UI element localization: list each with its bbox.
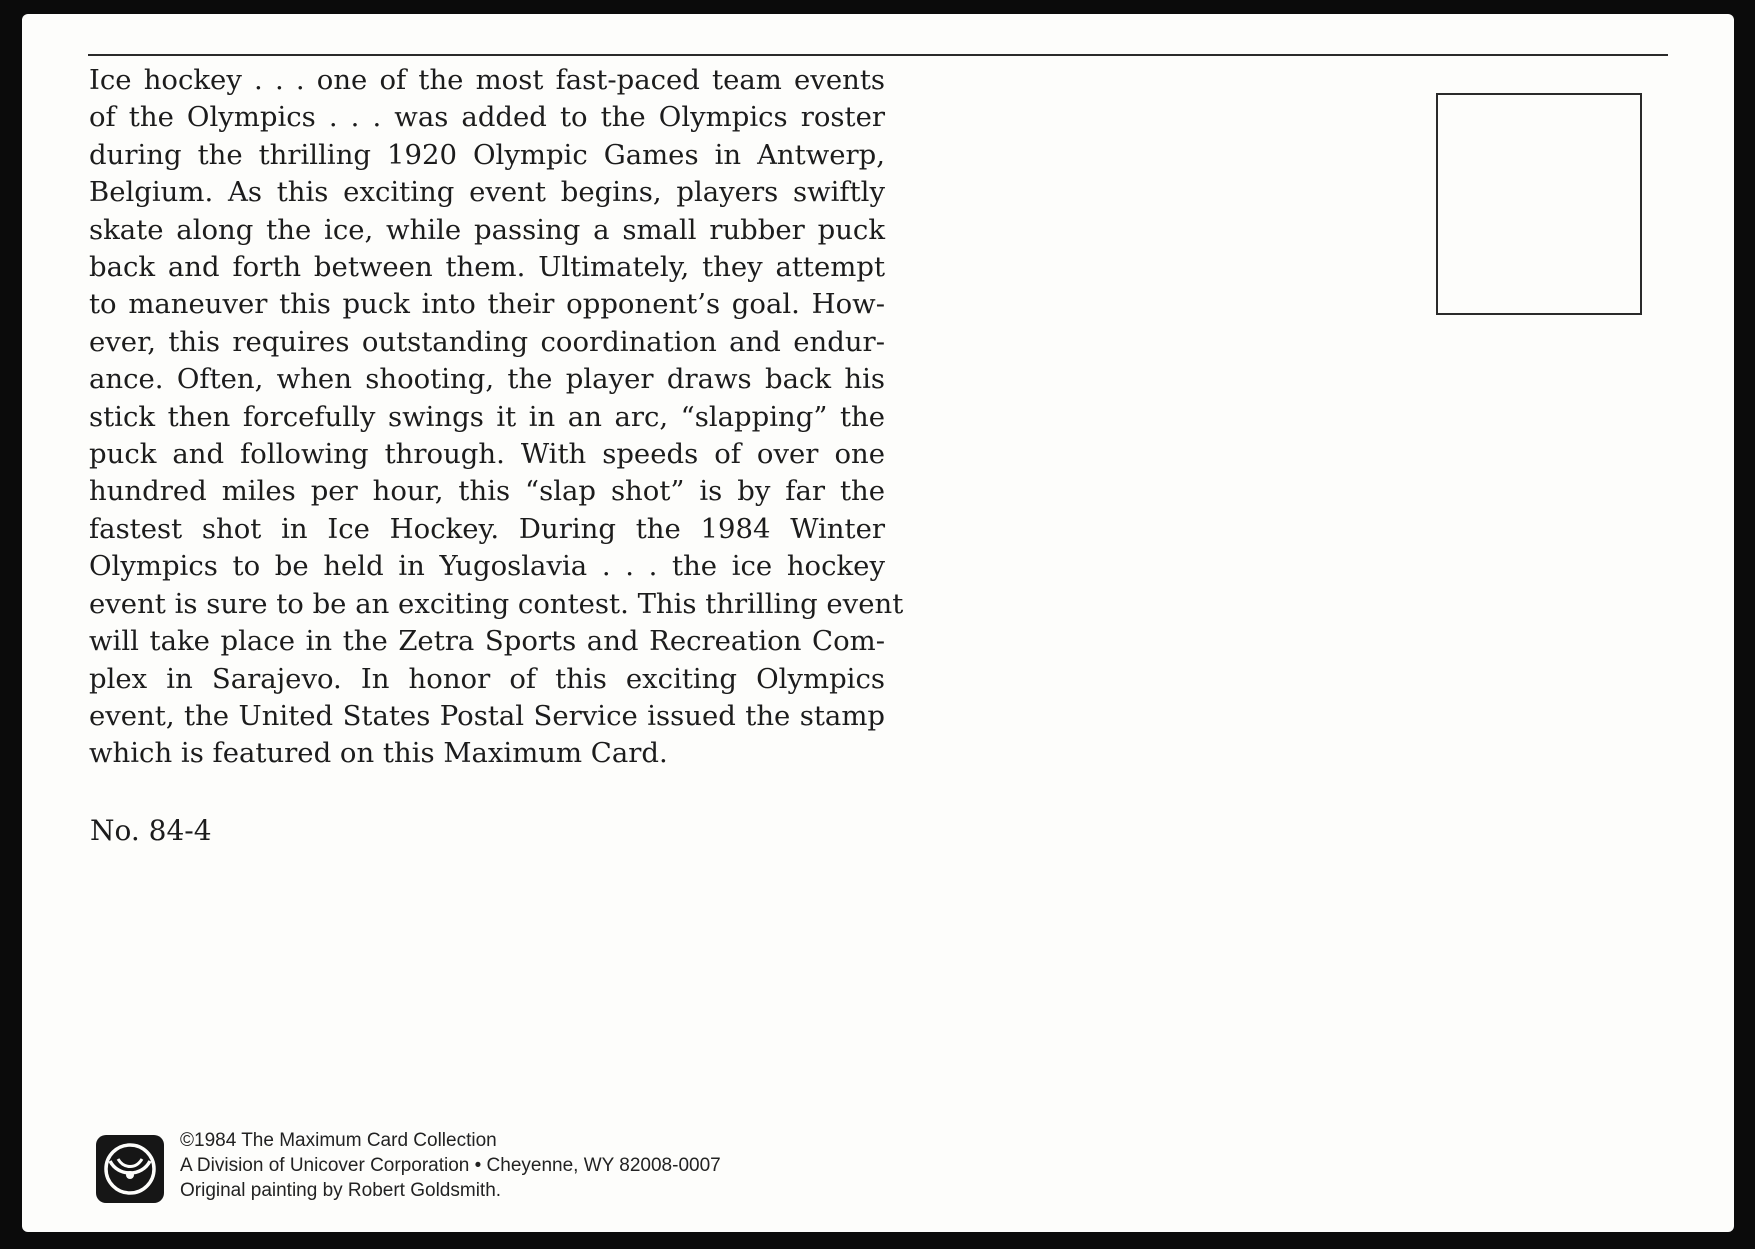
copyright-line: ©1984 The Maximum Card Collection xyxy=(180,1130,497,1151)
description-line: event is sure to be an exciting contest. This thrilling event xyxy=(89,587,904,620)
description-line: Ice hockey . . . one of the most fast-paced team events xyxy=(89,64,885,96)
postcard-back xyxy=(22,14,1734,1232)
description-line: stick then forcefully swings it in an arc, “slapping” the xyxy=(89,400,885,433)
description-line: event, the United States Postal Service issued the stamp xyxy=(89,699,885,732)
description-line: fastest shot in Ice Hockey. During the 1984 Winter xyxy=(89,512,885,545)
description-line: to maneuver this puck into their opponent’s goal. How- xyxy=(89,288,885,321)
stamp-placement-box xyxy=(1436,93,1642,315)
description-line: Olympics to be held in Yugoslavia . . . the ice hockey xyxy=(89,550,885,583)
description-text xyxy=(89,62,904,773)
card-number: No. 84-4 xyxy=(90,814,212,847)
description-line: ever, this requires outstanding coordination and endur- xyxy=(89,325,885,358)
description-line: hundred miles per hour, this “slap shot” is by far the xyxy=(89,475,885,508)
description-line: of the Olympics . . . was added to the Olympics roster xyxy=(89,101,885,134)
top-rule-divider xyxy=(88,54,1668,56)
description-line: skate along the ice, while passing a small rubber puck xyxy=(89,213,885,246)
description-line: ance. Often, when shooting, the player draws back his xyxy=(89,363,885,396)
description-line: which is featured on this Maximum Card. xyxy=(89,737,668,770)
description-line: back and forth between them. Ultimately, they attempt xyxy=(89,251,885,284)
post-horn-logo-icon xyxy=(96,1135,164,1203)
description-line: Belgium. As this exciting event begins, players swiftly xyxy=(89,176,885,209)
description-line: during the thrilling 1920 Olympic Games in Antwerp, xyxy=(89,138,885,171)
division-line: A Division of Unicover Corporation • Cheyenne, WY 82008-0007 xyxy=(180,1155,721,1176)
painting-credit-line: Original painting by Robert Goldsmith. xyxy=(180,1180,502,1201)
footer-text xyxy=(180,1128,880,1203)
description-line: plex in Sarajevo. In honor of this exciting Olympics xyxy=(89,662,885,695)
description-line: will take place in the Zetra Sports and Recreation Com- xyxy=(89,625,885,658)
description-line: puck and following through. With speeds of over one xyxy=(89,438,885,471)
